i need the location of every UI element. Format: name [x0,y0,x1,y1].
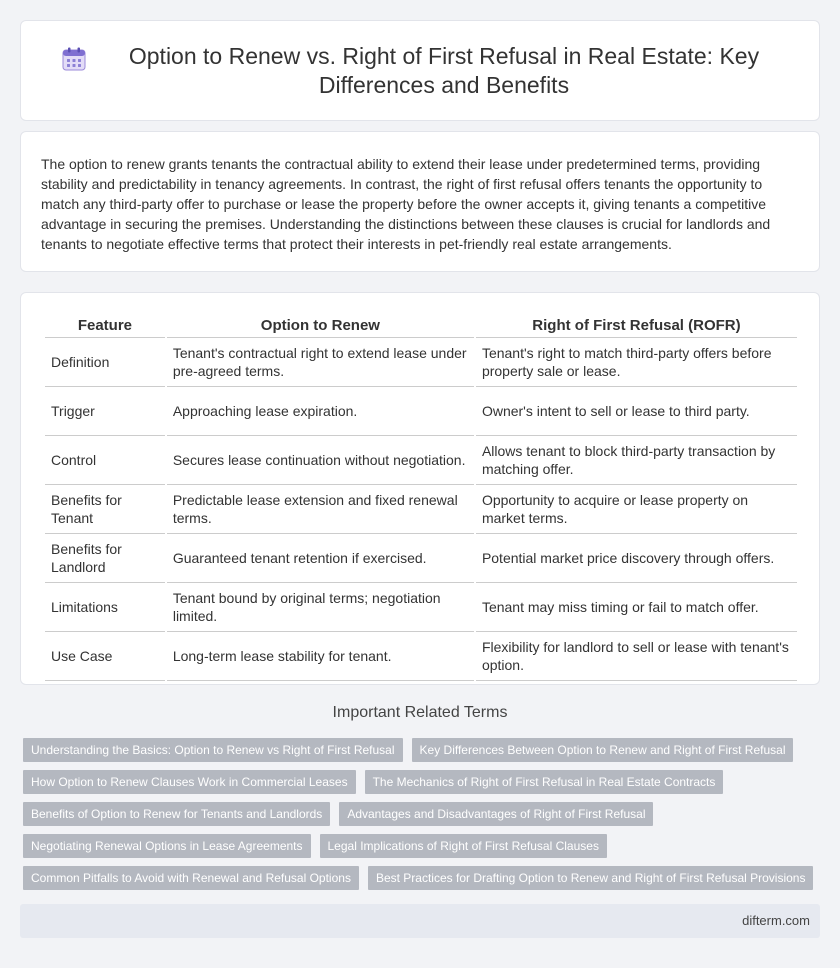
cell-option-to-renew: Secures lease continuation without negotiation. [167,436,474,485]
related-term-link[interactable]: Key Differences Between Option to Renew and Right of First Refusal [412,738,794,762]
table-row [45,485,797,534]
table-row [45,534,797,583]
cell-rofr: Opportunity to acquire or lease property on market terms. [476,485,797,534]
related-terms-title: Important Related Terms [332,704,508,721]
cell-feature: Trigger [45,387,165,436]
related-term-link[interactable]: The Mechanics of Right of First Refusal in Real Estate Contracts [365,770,724,794]
related-term-link[interactable]: Common Pitfalls to Avoid with Renewal and Refusal Options [23,866,359,890]
cell-option-to-renew: Guaranteed tenant retention if exercised. [167,534,474,583]
cell-rofr: Allows tenant to block third-party transaction by matching offer. [476,436,797,485]
cell-rofr: Potential market price discovery through offers. [476,534,797,583]
related-term-link[interactable]: Best Practices for Drafting Option to Renew and Right of First Refusal Provisions [368,866,814,890]
footer [20,904,820,938]
cell-rofr: Flexibility for landlord to sell or lease with tenant's option. [476,632,797,681]
calendar-icon [61,46,87,72]
comparison-table [43,315,799,681]
cell-feature: Limitations [45,583,165,632]
cell-rofr: Tenant may miss timing or fail to match offer. [476,583,797,632]
page-title: Option to Renew vs. Right of First Refusal in Real Estate: Key Differences and Benefits [128,42,760,98]
related-term-link[interactable]: Benefits of Option to Renew for Tenants and Landlords [23,802,330,826]
related-term-link[interactable]: Legal Implications of Right of First Refusal Clauses [320,834,607,858]
intro-paragraph: The option to renew grants tenants the contractual ability to extend their lease under predetermined terms, providing stability and predictability in tenancy agreements. In contrast, the right of first refusal offers tenants the opportunity to match any third-party offer to purchase or lease the property before the owner accepts it, giving tenants a competitive advantage in securing the premises. Understanding the distinctions between these clauses is crucial for landlords and tenants to negotiate effective terms that protect their interests in pet-friendly real estate arrangements. [41,156,771,252]
table-row [45,436,797,485]
intro-card [20,131,820,272]
cell-rofr: Owner's intent to sell or lease to third party. [476,387,797,436]
table-row [45,632,797,681]
cell-feature: Benefits for Landlord [45,534,165,583]
related-term-link[interactable]: Negotiating Renewal Options in Lease Agreements [23,834,311,858]
header-card [20,20,820,121]
cell-option-to-renew: Predictable lease extension and fixed renewal terms. [167,485,474,534]
related-term-link[interactable]: How Option to Renew Clauses Work in Commercial Leases [23,770,356,794]
comparison-table-card [20,292,820,685]
footer-brand[interactable]: difterm.com [742,913,810,928]
related-term-link[interactable]: Understanding the Basics: Option to Renew vs Right of First Refusal [23,738,403,762]
cell-option-to-renew: Long-term lease stability for tenant. [167,632,474,681]
table-header-row [45,315,797,338]
related-term-link[interactable]: Advantages and Disadvantages of Right of First Refusal [339,802,653,826]
table-row [45,338,797,387]
cell-feature: Control [45,436,165,485]
cell-rofr: Tenant's right to match third-party offers before property sale or lease. [476,338,797,387]
cell-option-to-renew: Approaching lease expiration. [167,387,474,436]
cell-feature: Definition [45,338,165,387]
header-option-to-renew: Option to Renew [167,315,474,338]
header-rofr: Right of First Refusal (ROFR) [476,315,797,338]
cell-option-to-renew: Tenant bound by original terms; negotiation limited. [167,583,474,632]
table-row [45,387,797,436]
cell-feature: Use Case [45,632,165,681]
cell-feature: Benefits for Tenant [45,485,165,534]
table-row [45,583,797,632]
header-feature: Feature [45,315,165,338]
related-terms-list [23,738,823,898]
cell-option-to-renew: Tenant's contractual right to extend lease under pre-agreed terms. [167,338,474,387]
